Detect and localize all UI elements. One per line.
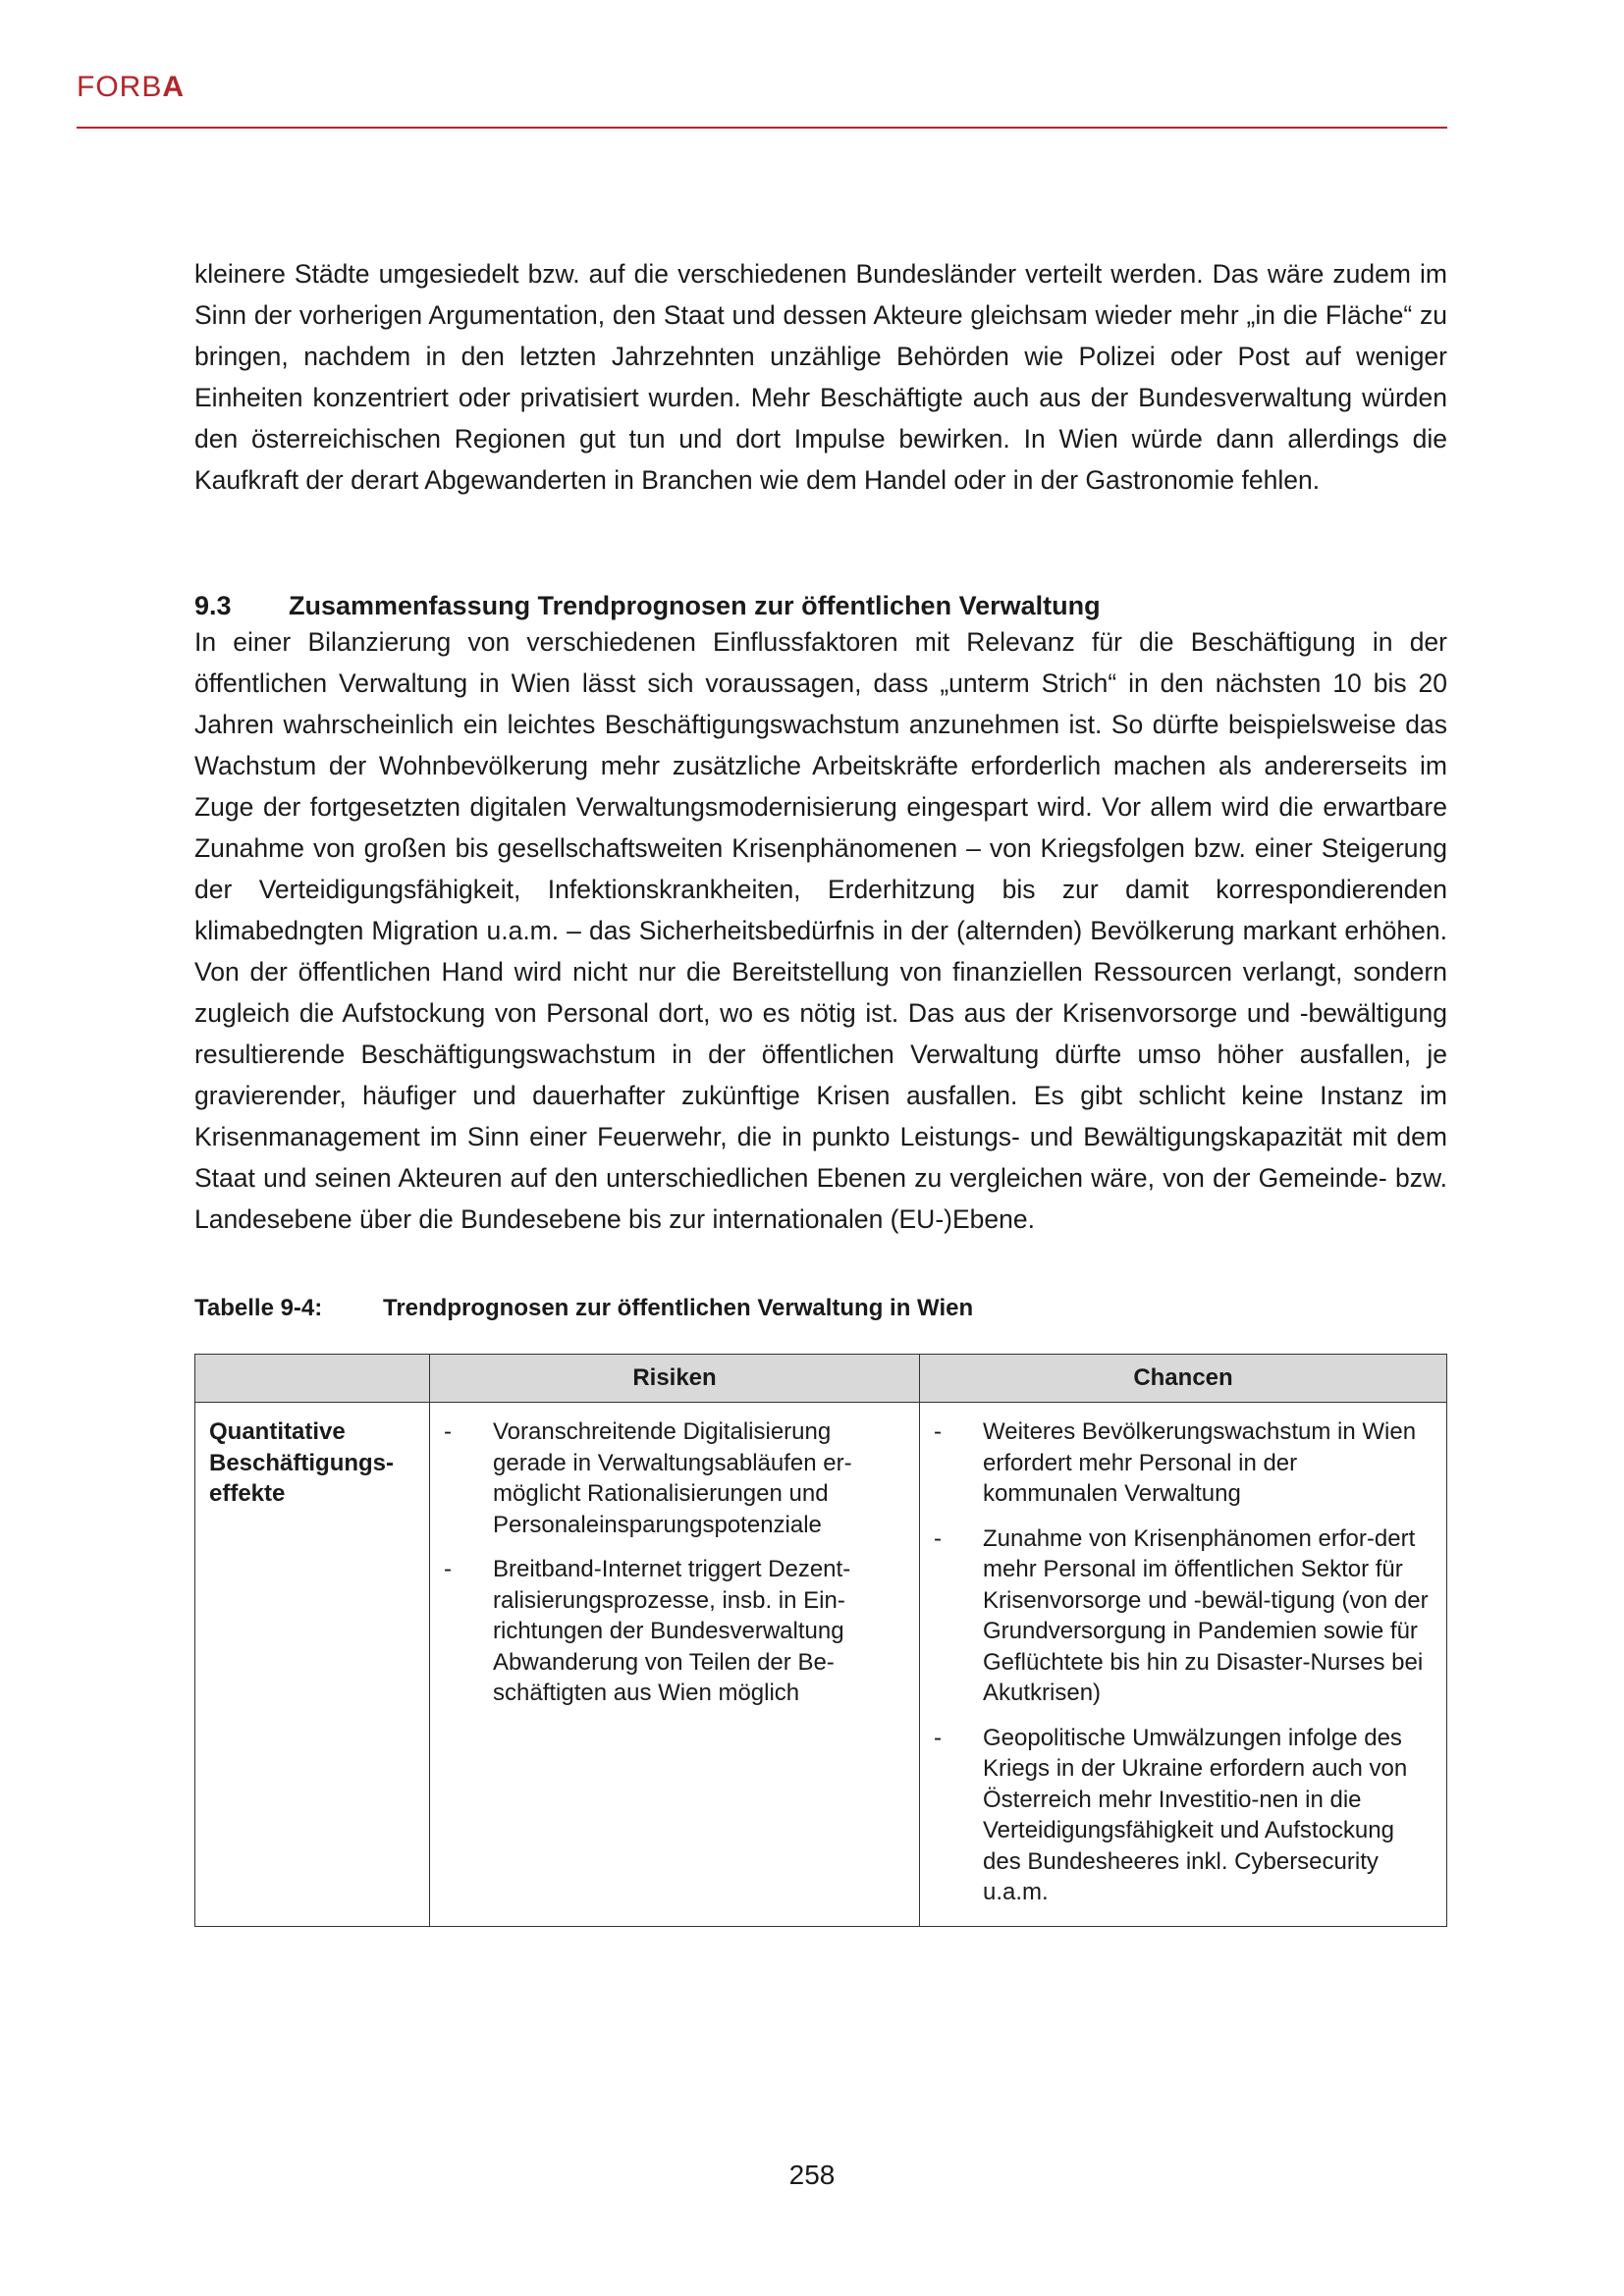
paragraph-1: kleinere Städte umgesiedelt bzw. auf die verschiedenen Bundesländer verteilt werden. Das wäre zudem im Sinn der vorherigen Argumentation, den Staat und dessen Akteure gleichsam wieder mehr „in die Fläche“ zu bringen, nachdem in den letzten Jahrzehnten unzählige Behörden wie Polizei oder Post auf weniger Einheiten konzentriert oder privatisiert wurden. Mehr Beschäftigte auch aus der Bundesverwaltung würden den österreichischen Regionen gut tun und dort Impulse bewirken. In Wien würde dann allerdings die Kaufkraft der derart Abgewanderten in Branchen wie dem Handel oder in der Gastronomie fehlen. [194,259,1447,495]
row-label: Quantitative Beschäftigungs-effekte [195,1403,430,1927]
bullet-dash: - [934,1524,942,1552]
risk-text: Breitband-Internet triggert Dezent-ralisierungsprozesse, insb. in Ein-richtungen der Bundesverwaltung Abwanderung von Teilen der Be-schäftigten aus Wien möglich [493,1556,851,1706]
section-number: 9.3 [194,591,232,620]
bullet-dash: - [444,1418,452,1445]
risks-cell [430,1403,920,1927]
chance-item [934,1723,1433,1908]
risk-item [444,1554,905,1709]
table-header-row [195,1355,1447,1403]
section-heading [194,591,1447,621]
risk-item [444,1416,905,1540]
header-logo [77,71,185,104]
table-caption-label: Tabelle 9-4: [194,1295,323,1321]
chance-text: Geopolitische Umwälzungen infolge des Kriegs in der Ukraine erfordern auch von Österreich mehr Investitio-nen in die Verteidigungsfähigkeit und Aufstockung des Bundesheeres inkl. Cybersecurity u.a.m. [983,1724,1408,1905]
section-title: Zusammenfassung Trendprognosen zur öffentlichen Verwaltung [289,591,1101,620]
table-header-chances: Chancen [920,1355,1447,1403]
logo-prefix: FORB [77,71,163,103]
chance-item [934,1416,1433,1510]
page-number: 258 [788,2160,836,2190]
chance-text: Zunahme von Krisenphänomen erfor-dert mehr Personal im öffentlichen Sektor für Krisenvorsorge und -bewäl-tigung (von der Grundversorgung in Pandemien sowie für Geflüchtete bis hin zu Disaster-Nurses bei Akutkrisen) [983,1524,1429,1706]
table-header-empty [195,1355,430,1403]
chance-text: Weiteres Bevölkerungswachstum in Wien erfordert mehr Personal in der kommunalen Verwaltung [983,1418,1417,1507]
trend-table [194,1354,1447,1927]
page-content [194,253,1447,1927]
bullet-dash: - [444,1556,452,1582]
header-rule [77,127,1447,129]
table-row [195,1403,1447,1927]
table-caption-title: Trendprognosen zur öffentlichen Verwaltung in Wien [383,1295,974,1321]
logo-suffix: A [162,71,186,103]
bullet-dash: - [934,1724,942,1751]
table-caption [194,1295,1447,1322]
chance-item [934,1523,1433,1709]
table-header-risks: Risiken [430,1355,920,1403]
bullet-dash: - [934,1418,942,1445]
paragraph-2: In einer Bilanzierung von verschiedenen Einflussfaktoren mit Relevanz für die Beschäftigung in der öffentlichen Verwaltung in Wien lässt sich voraussagen, dass „unterm Strich“ in den nächsten 10 bis 20 Jahren wahrscheinlich ein leichtes Beschäftigungswachstum anzunehmen ist. So dürfte beispielsweise das Wachstum der Wohnbevölkerung mehr zusätzliche Arbeitskräfte erforderlich machen als andererseits im Zuge der fortgesetzten digitalen Verwaltungsmodernisierung eingespart wird. Vor allem wird die erwartbare Zunahme von großen bis gesellschaftsweiten Krisenphänomenen – von Kriegsfolgen bzw. einer Steigerung der Verteidigungsfähigkeit, Infektionskrankheiten, Erderhitzung bis zur damit korrespondierenden klimabedngten Migration u.a.m. – das Sicherheitsbedürfnis in der (alternden) Bevölkerung markant erhöhen. Von der öffentlichen Hand wird nicht nur die Bereitstellung von finanziellen Ressourcen verlangt, sondern zugleich die Aufstockung von Personal dort, wo es nötig ist. Das aus der Krisenvorsorge und -bewältigung resultierende Beschäftigungswachstum in der öffentlichen Verwaltung dürfte umso höher ausfallen, je gravierender, häufiger und dauerhafter zukünftige Krisen ausfallen. Es gibt schlicht keine Instanz im Krisenmanagement im Sinn einer Feuerwehr, die in punkto Leistungs- und Bewältigungskapazität mit dem Staat und seinen Akteuren auf den unterschiedlichen Ebenen zu vergleichen wäre, von der Gemeinde- bzw. Landesebene über die Bundesebene bis zur internationalen (EU-)Ebene. [194,627,1447,1234]
chances-cell [920,1403,1447,1927]
risk-text: Voranschreitende Digitalisierung gerade in Verwaltungsabläufen er-möglicht Rationalisierungen und Personaleinsparungspotenziale [493,1418,852,1538]
